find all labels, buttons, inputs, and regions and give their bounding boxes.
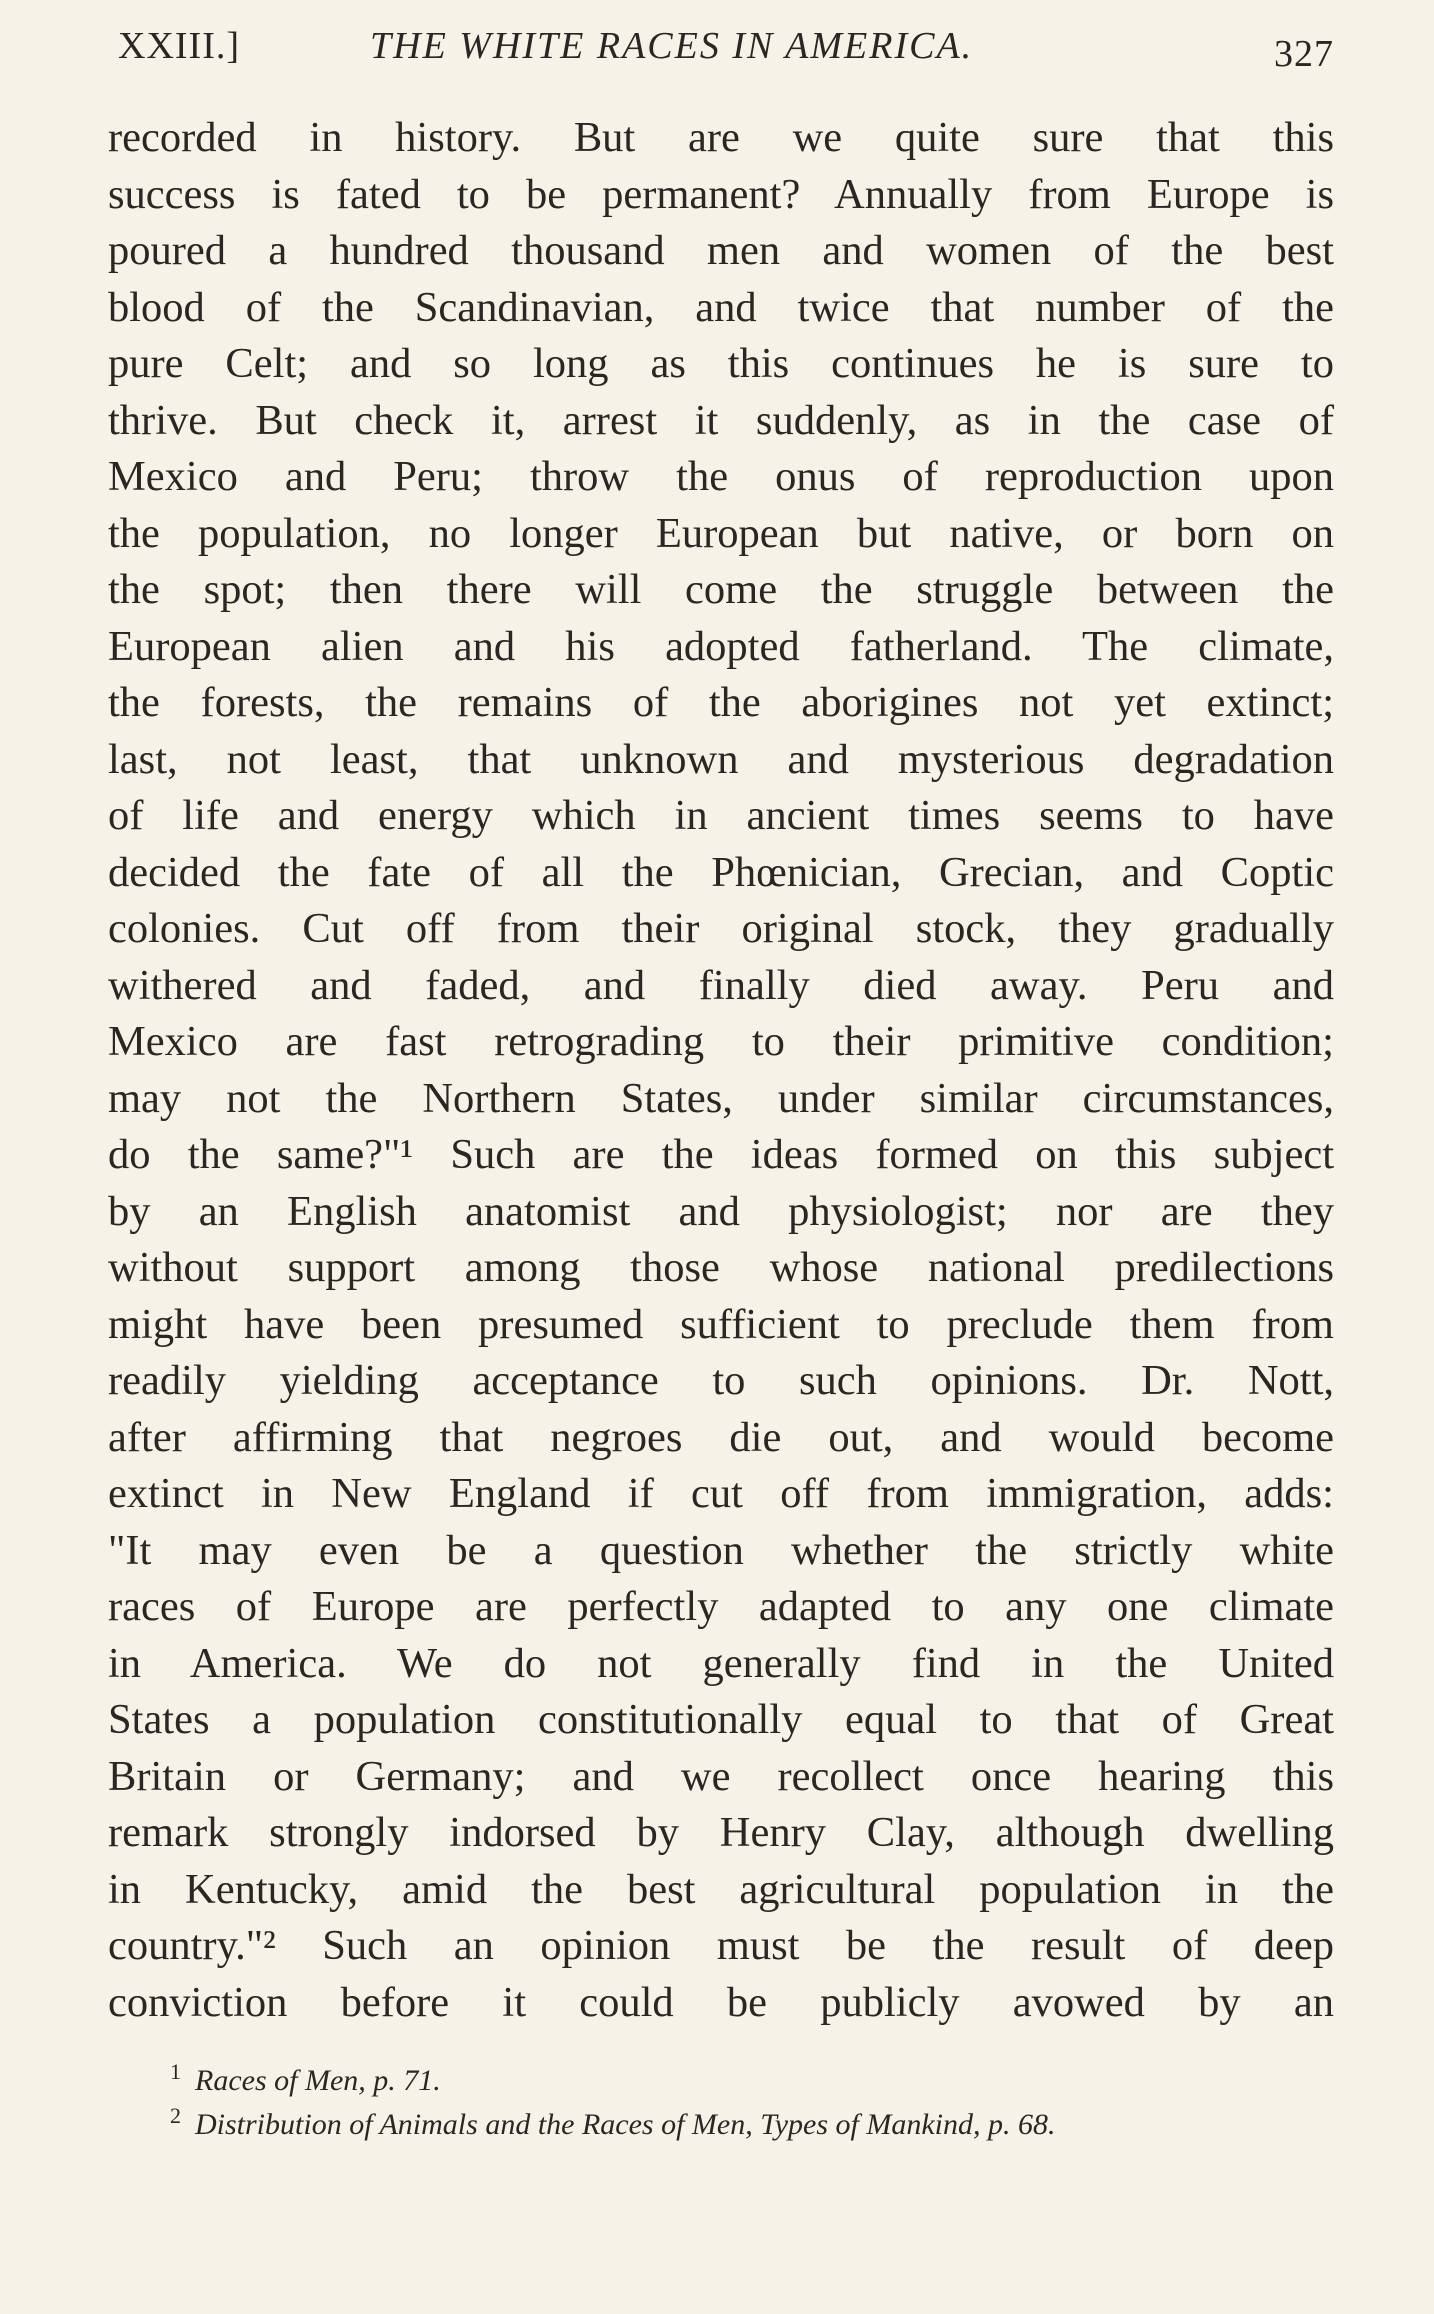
text-line: withered and faded, and finally died away. Peru and [108, 961, 1334, 1009]
footnote-text: Races of Men, p. 71. [195, 2064, 441, 2097]
text-line: the spot; then there will come the struggle between the [108, 566, 1334, 613]
text-line: the population, no longer European but native, or born on [108, 509, 1334, 557]
text-line: without support among those whose national predilections [108, 1244, 1334, 1291]
text-line: poured a hundred thousand men and women of the best [108, 227, 1334, 274]
running-head [118, 20, 1334, 80]
text-line: European alien and his adopted fatherland. The climate, [108, 622, 1334, 670]
text-line: conviction before it could be publicly avowed by an [108, 1978, 1334, 2026]
text-line: pure Celt; and so long as this continues he is sure to [108, 340, 1334, 387]
footnote [170, 2094, 1270, 2141]
footnote-text: Distribution of Animals and the Races of Men, Types of Mankind, p. 68. [195, 2108, 1056, 2141]
footnote-mark: 2 [170, 2103, 181, 2128]
text-line: extinct in New England if cut off from immigration, adds: [108, 1470, 1334, 1517]
text-line: "It may even be a question whether the strictly white [108, 1526, 1334, 1574]
text-line: of life and energy which in ancient times seems to have [108, 792, 1334, 839]
text-line: in Kentucky, amid the best agricultural population in the [108, 1865, 1334, 1913]
text-line: recorded in history. But are we quite sure that this [108, 114, 1334, 161]
text-line: in America. We do not generally find in the United [108, 1639, 1334, 1687]
text-line: Mexico are fast retrograding to their primitive condition; [108, 1018, 1334, 1065]
text-line: by an English anatomist and physiologist; nor are they [108, 1187, 1334, 1235]
footnote-mark: 1 [170, 2059, 181, 2084]
footnote [170, 2050, 1270, 2097]
running-title: THE WHITE RACES IN AMERICA. [370, 25, 974, 67]
text-line: Britain or Germany; and we recollect once hearing this [108, 1752, 1334, 1800]
page-number: 327 [1274, 33, 1334, 75]
text-line: may not the Northern States, under similar circumstances, [108, 1074, 1334, 1122]
text-line: do the same?"¹ Such are the ideas formed on this subject [108, 1131, 1334, 1178]
text-line: might have been presumed sufficient to preclude them from [108, 1300, 1334, 1348]
text-line: races of Europe are perfectly adapted to any one climate [108, 1583, 1334, 1630]
text-line: country."² Such an opinion must be the result of deep [108, 1922, 1334, 1969]
text-line: readily yielding acceptance to such opinions. Dr. Nott, [108, 1357, 1334, 1404]
text-line: colonies. Cut off from their original stock, they gradually [108, 905, 1334, 952]
text-line: Mexico and Peru; throw the onus of reproduction upon [108, 453, 1334, 500]
text-line: the forests, the remains of the aborigines not yet extinct; [108, 679, 1334, 726]
text-line: blood of the Scandinavian, and twice that number of the [108, 283, 1334, 331]
text-line: last, not least, that unknown and mysterious degradation [108, 735, 1334, 783]
text-line: decided the fate of all the Phœnician, Grecian, and Coptic [108, 848, 1334, 896]
text-line: success is fated to be permanent? Annually from Europe is [108, 170, 1334, 218]
text-line: States a population constitutionally equal to that of Great [108, 1696, 1334, 1743]
text-line: after affirming that negroes die out, and would become [108, 1413, 1334, 1461]
body-text [108, 110, 1334, 2031]
chapter-number: XXIII.] [118, 25, 241, 67]
text-line: thrive. But check it, arrest it suddenly, as in the case of [108, 396, 1334, 444]
footnotes [170, 2050, 1270, 2141]
text-line: remark strongly indorsed by Henry Clay, although dwelling [108, 1809, 1334, 1856]
